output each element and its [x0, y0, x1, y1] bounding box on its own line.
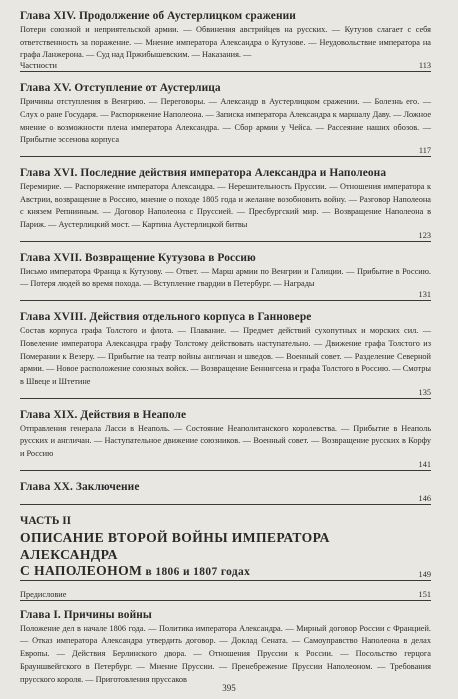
- part-subtitle: [20, 563, 253, 579]
- chapter-page-number: 141: [416, 460, 431, 469]
- chapter-leader-line: [20, 459, 431, 471]
- chapter-page-number: 113: [416, 61, 431, 70]
- chapter-page-number: 131: [416, 290, 431, 299]
- part-subtitle-rest: в 1806 и 1807 годах: [145, 565, 251, 578]
- chapter-title: Глава XVIII. Действия отдельного корпуса в Ганновере: [20, 311, 312, 324]
- chapter-entry: [20, 479, 431, 505]
- chapter-leader-line: [20, 493, 431, 505]
- chapter-entry: [20, 8, 431, 72]
- chapter-title: Глава XIX. Действия в Неаполе: [20, 408, 187, 421]
- part-subtitle-caps: С НАПОЛЕОНОМ: [20, 562, 143, 578]
- chapter-list: [20, 8, 431, 505]
- preface-page-number: 151: [416, 590, 431, 599]
- chapter-title: Глава XX. Заключение: [20, 480, 140, 493]
- chapter-entry: [20, 80, 431, 157]
- chapter-leader-line: [20, 289, 431, 301]
- chapter-page-number: 146: [416, 494, 431, 503]
- chapter-summary: Письмо императора Франца к Кутузову. — Ответ. — Марш армии по Венгрии и Галиции. — Прибытие в Россию. — Потеря людей во время похода. — Вступление гвардии в Петербург. — Награды: [20, 266, 431, 289]
- chapter-leader-line: [20, 387, 431, 399]
- part-subtitle-row: [20, 563, 431, 581]
- chapter-summary: Потери союзной и неприятельской армии. — Обвинения австрийцев на русских. — Кутузов слагает с себя ответственность за поражение. — Мнение императора Александра о Кутузове. — Неудовольствие императора на графа Ланжерона. — Суд над Пржибышевским. — Наказания. —: [20, 25, 431, 60]
- chapter-leader-line: [20, 145, 431, 157]
- chapter-summary-tail: Частности: [20, 61, 60, 70]
- chapter-summary: Отправления генерала Ласси в Неаполь. — Состояние Неаполитанского королевства. — Прибытие в Неаполь русских и англичан. — Наступательное движение союзников. — Военный совет. — Возвращение русских в Корфу и Россию: [20, 423, 431, 459]
- chapter-summary: Перемирие. — Распоряжение императора Александра. — Нерешительность Пруссии. — Отношения императора к Австрии, возвращение в Россию, мнение о походе 1805 года и желание возобновить войну. — Разговор Наполеона с князем Репнинным. — Договор Наполеона с Пруссией. — Пресбургский мир. — Возвращение Наполеона в Париж. — Аустерлицкий мост. — Картина Аустерлицкой битвы: [20, 181, 431, 230]
- preface-entry: [20, 589, 431, 601]
- chapter-leader-line: [20, 60, 431, 72]
- chapter-title: Глава XVI. Последние действия императора Александра и Наполеона: [20, 166, 387, 179]
- chapter-entry: [20, 407, 431, 471]
- chapter-entry: [20, 309, 431, 399]
- part-label: ЧАСТЬ II: [20, 514, 72, 527]
- chapter-entry: [20, 165, 431, 242]
- chapter-summary: Причины отступления в Венгрию. — Переговоры. — Александр в Аустерлицком сражении. — Болезнь его. — Слух о ране Государя. — Распоряжение Наполеона. — Записка императора Александра к маршалу Даву. — Ложное мнение о возможности плена императора Александра. — Сбор армии у Чейса. — Рассеяние наших обозов. — Прибытие эссенова корпуса: [20, 97, 431, 145]
- chapter-page-number: 123: [416, 231, 431, 240]
- chapter-title: Глава XVII. Возвращение Кутузова в Россию: [20, 251, 256, 264]
- chapter-title: Глава XIV. Продолжение об Аустерлицком сражении: [20, 10, 296, 22]
- chapter-page-number: 135: [416, 388, 431, 397]
- chapter-summary: Состав корпуса графа Толстого и флота. — Плавание. — Предмет действий сухопутных и морских сил. — Повеление императора Александра графу Толстому действовать наступательно. — Движение графа Толстого из Померании к Везеру. — Прибытие на театр войны англичан и шведов. — Военный совет. — Разделение Северной армии. — Новое расположение союзных войск. — Возвращение Беннигсена и графа Толстого в Россию. — Смотры в Швеце и Штетине: [20, 326, 431, 386]
- chapter-entry: [20, 250, 431, 301]
- preface-label: Предисловие: [20, 590, 69, 599]
- chapter-title: Глава XV. Отступление от Аустерлица: [20, 82, 221, 95]
- chapter-title: Глава I. Причины войны: [20, 608, 152, 621]
- chapter-leader-line: [20, 230, 431, 242]
- page-number: 395: [222, 683, 236, 693]
- chapter-page-number: 117: [416, 146, 431, 155]
- part-page-number: 149: [416, 570, 431, 579]
- chapter-entry: [20, 607, 431, 687]
- part-title: ОПИСАНИЕ ВТОРОЙ ВОЙНЫ ИМПЕРАТОРА АЛЕКСАНДРА: [20, 529, 330, 562]
- part-heading: [20, 513, 431, 581]
- chapter-summary: Положение дел в начале 1806 года. — Политика императора Александра. — Мирный договор России с Францией. — Отказ императора Александра утвердить договор. — Доклад Сената. — Самоуправство Наполеона в делах Европы. — Действия Берлинского двора. — Отношения Пруссии к России. — Посольство герцога Брауншвейгского в Петербург. — Мнение Пруссии. — Пренебрежение Пруссии Наполеоном. — Требования прусского короля. — Приготовления пруссаков: [20, 623, 431, 684]
